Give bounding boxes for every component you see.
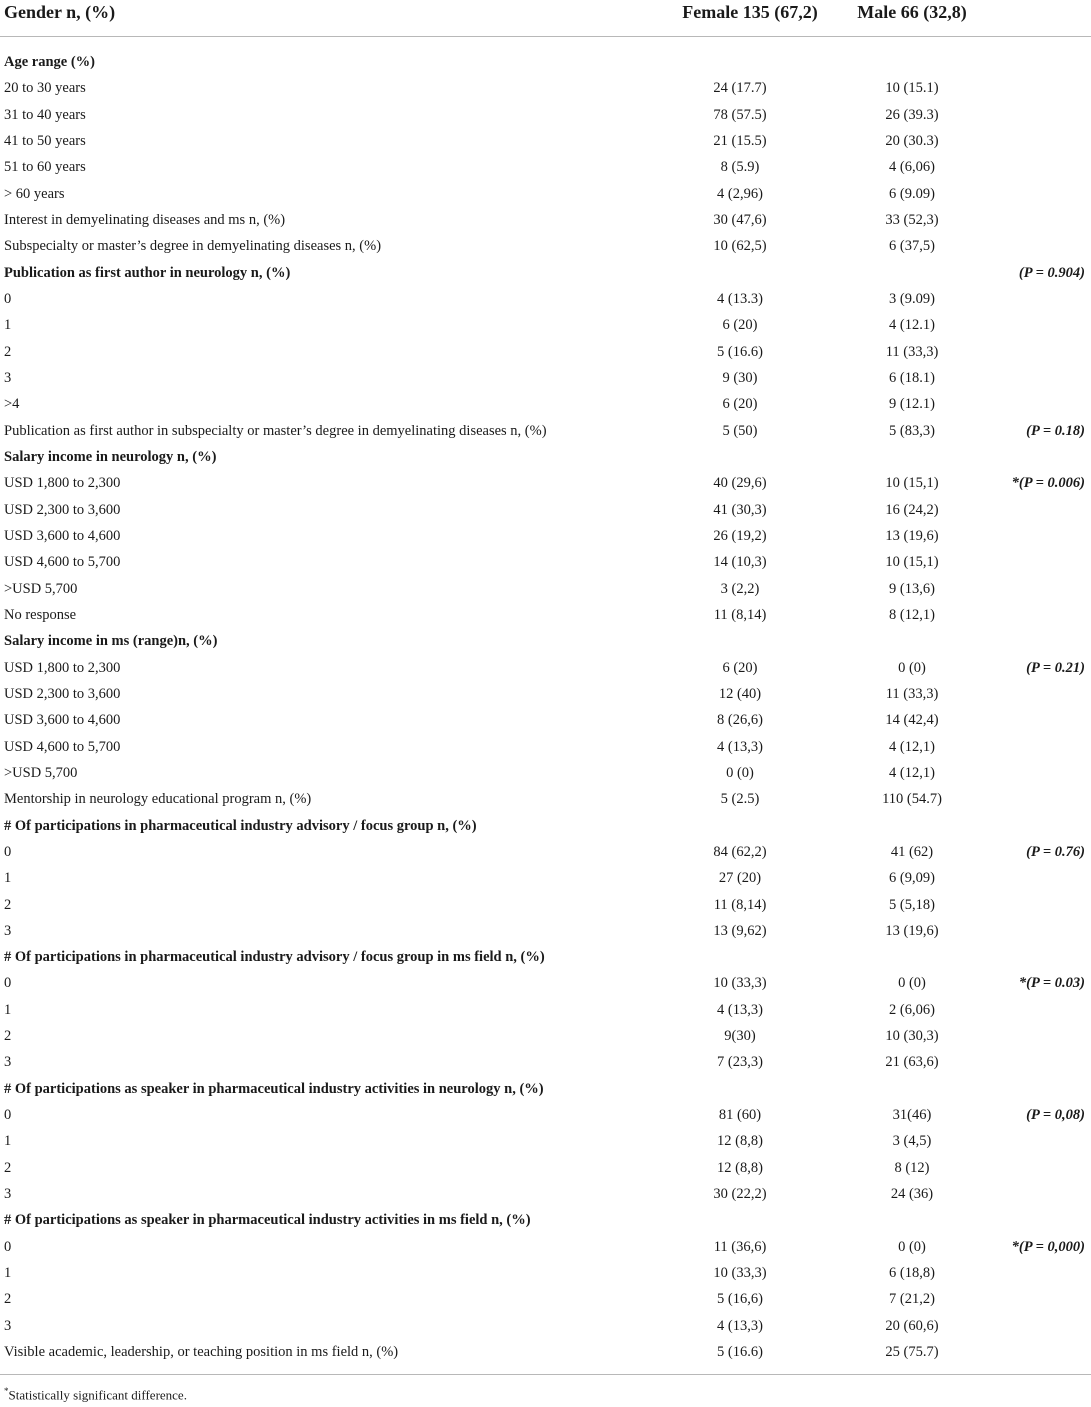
male-value: 6 (9.09) bbox=[889, 185, 935, 202]
male-value: 24 (36) bbox=[890, 1186, 934, 1203]
male-value: 7 (21,2) bbox=[889, 1291, 935, 1308]
table-row bbox=[0, 786, 1091, 812]
section-heading-row bbox=[0, 49, 1091, 75]
male-value: 4 (12,1) bbox=[889, 738, 935, 755]
male-value: 20 (60,6) bbox=[885, 1317, 939, 1334]
female-value: 5 (50) bbox=[722, 422, 758, 439]
table-row bbox=[0, 286, 1091, 312]
male-value: 11 (33,3) bbox=[885, 343, 939, 360]
row-label: 3 bbox=[4, 922, 12, 939]
row-label: Visible academic, leadership, or teaching position in ms field n, (%) bbox=[4, 1344, 399, 1361]
row-label: # Of participations in pharmaceutical industry advisory / focus group in ms field n, (%) bbox=[4, 949, 545, 966]
female-value: 26 (19,2) bbox=[713, 527, 767, 544]
male-value: 20 (30.3) bbox=[885, 132, 939, 149]
table-row bbox=[0, 918, 1091, 944]
row-label: # Of participations in pharmaceutical industry advisory / focus group n, (%) bbox=[4, 817, 477, 834]
table-row bbox=[0, 312, 1091, 338]
row-label: 0 bbox=[4, 290, 12, 307]
male-value: 13 (19,6) bbox=[885, 527, 939, 544]
header-divider bbox=[0, 36, 1091, 37]
female-value: 13 (9,62) bbox=[713, 922, 767, 939]
table-row bbox=[0, 760, 1091, 786]
male-value: 110 (54.7) bbox=[882, 791, 942, 808]
female-value: 11 (8,14) bbox=[713, 606, 767, 623]
male-value: 10 (15,1) bbox=[885, 475, 939, 492]
female-value: 4 (13,3) bbox=[717, 1001, 763, 1018]
female-value: 6 (20) bbox=[722, 317, 758, 334]
female-value: 81 (60) bbox=[718, 1107, 762, 1124]
table-row bbox=[0, 970, 1091, 996]
table-row bbox=[0, 207, 1091, 233]
table-row bbox=[0, 1313, 1091, 1339]
row-label: 0 bbox=[4, 1107, 12, 1124]
row-label: 1 bbox=[4, 1133, 12, 1150]
female-value: 5 (2.5) bbox=[720, 791, 760, 808]
table-row bbox=[0, 1023, 1091, 1049]
table-row bbox=[0, 497, 1091, 523]
table-row bbox=[0, 233, 1091, 259]
footnote-marker: * bbox=[4, 1386, 9, 1396]
male-value: 8 (12) bbox=[894, 1159, 930, 1176]
table-row bbox=[0, 418, 1091, 444]
p-value: (P = 0.18) bbox=[1026, 422, 1085, 439]
male-value: 10 (15.1) bbox=[885, 80, 939, 97]
male-value: 41 (62) bbox=[890, 843, 934, 860]
female-value: 14 (10,3) bbox=[713, 554, 767, 571]
female-value: 12 (8,8) bbox=[717, 1133, 763, 1150]
row-label: > 60 years bbox=[4, 185, 65, 202]
female-value: 10 (33,3) bbox=[713, 1265, 767, 1282]
female-value: 40 (29,6) bbox=[713, 475, 767, 492]
table-row bbox=[0, 154, 1091, 180]
row-label: Salary income in neurology n, (%) bbox=[4, 448, 217, 465]
row-label: 0 bbox=[4, 975, 12, 992]
female-value: 12 (8,8) bbox=[717, 1159, 763, 1176]
male-value: 11 (33,3) bbox=[885, 685, 939, 702]
male-value: 26 (39.3) bbox=[885, 106, 939, 123]
row-label: 3 bbox=[4, 369, 12, 386]
p-value: (P = 0.21) bbox=[1026, 659, 1085, 676]
table-row bbox=[0, 1102, 1091, 1128]
row-label: Salary income in ms (range)n, (%) bbox=[4, 633, 218, 650]
table-row bbox=[0, 523, 1091, 549]
female-value: 41 (30,3) bbox=[713, 501, 767, 518]
row-label: 1 bbox=[4, 1001, 12, 1018]
row-label: 20 to 30 years bbox=[4, 80, 86, 97]
section-heading-row bbox=[0, 944, 1091, 970]
row-label: USD 4,600 to 5,700 bbox=[4, 738, 121, 755]
male-value: 9 (13,6) bbox=[889, 580, 935, 597]
table-row bbox=[0, 1260, 1091, 1286]
male-value: 25 (75.7) bbox=[885, 1344, 939, 1361]
row-label: 2 bbox=[4, 1291, 12, 1308]
table-header bbox=[0, 0, 1091, 30]
table-row bbox=[0, 1181, 1091, 1207]
male-value: 4 (12,1) bbox=[889, 764, 935, 781]
p-value: (P = 0.76) bbox=[1026, 843, 1085, 860]
female-value: 27 (20) bbox=[718, 870, 762, 887]
row-label: 2 bbox=[4, 896, 12, 913]
female-value: 84 (62,2) bbox=[713, 843, 767, 860]
table-row bbox=[0, 681, 1091, 707]
table-row bbox=[0, 1339, 1091, 1365]
footnote-text: Statistically significant difference. bbox=[8, 1387, 187, 1403]
male-value: 5 (83,3) bbox=[889, 422, 935, 439]
female-value: 7 (23,3) bbox=[717, 1054, 763, 1071]
section-heading-row bbox=[0, 628, 1091, 654]
row-label: >USD 5,700 bbox=[4, 764, 78, 781]
female-value: 30 (22,2) bbox=[713, 1186, 767, 1203]
table-row bbox=[0, 181, 1091, 207]
female-value: 21 (15.5) bbox=[713, 132, 767, 149]
row-label: 2 bbox=[4, 343, 12, 360]
p-value: *(P = 0.03) bbox=[1018, 975, 1085, 992]
female-value: 5 (16.6) bbox=[717, 343, 763, 360]
male-value: 3 (4,5) bbox=[892, 1133, 932, 1150]
p-value: (P = 0,08) bbox=[1026, 1107, 1085, 1124]
female-value: 9(30) bbox=[724, 1028, 756, 1045]
table-row bbox=[0, 1286, 1091, 1312]
male-value: 3 (9.09) bbox=[889, 290, 935, 307]
header-gender: Gender n, (%) bbox=[4, 2, 116, 22]
male-value: 5 (5,18) bbox=[889, 896, 935, 913]
female-value: 4 (13,3) bbox=[717, 738, 763, 755]
male-value: 16 (24,2) bbox=[885, 501, 939, 518]
row-label: Age range (%) bbox=[4, 54, 96, 70]
row-label: >4 bbox=[4, 396, 20, 413]
female-value: 5 (16,6) bbox=[717, 1291, 763, 1308]
male-value: 6 (37,5) bbox=[889, 238, 935, 255]
row-label: 0 bbox=[4, 843, 12, 860]
table-row bbox=[0, 128, 1091, 154]
female-value: 24 (17.7) bbox=[713, 80, 767, 97]
row-label: # Of participations as speaker in pharmaceutical industry activities in ms field n, (%) bbox=[4, 1212, 531, 1229]
female-value: 8 (26,6) bbox=[717, 712, 763, 729]
male-value: 0 (0) bbox=[898, 975, 926, 992]
row-label: 41 to 50 years bbox=[4, 132, 86, 149]
header-female: Female 135 (67,2) bbox=[682, 2, 818, 22]
male-value: 0 (0) bbox=[898, 1238, 926, 1255]
footnote bbox=[4, 1386, 187, 1403]
row-label: Publication as first author in subspecialty or master’s degree in demyelinating diseases n, (%) bbox=[4, 422, 547, 439]
p-value: (P = 0.904) bbox=[1018, 264, 1085, 281]
table-row bbox=[0, 391, 1091, 417]
section-heading-row bbox=[0, 260, 1091, 286]
table-row bbox=[0, 734, 1091, 760]
male-value: 33 (52,3) bbox=[885, 211, 939, 228]
female-value: 3 (2,2) bbox=[720, 580, 760, 597]
row-label: 1 bbox=[4, 317, 12, 334]
female-value: 0 (0) bbox=[726, 764, 754, 781]
male-value: 8 (12,1) bbox=[889, 606, 935, 623]
section-heading-row bbox=[0, 1207, 1091, 1233]
row-label: USD 1,800 to 2,300 bbox=[4, 475, 121, 492]
male-value: 0 (0) bbox=[898, 659, 926, 676]
male-value: 31(46) bbox=[892, 1107, 932, 1124]
table-row bbox=[0, 1049, 1091, 1075]
row-label: 3 bbox=[4, 1317, 12, 1334]
female-value: 4 (13.3) bbox=[717, 290, 763, 307]
table-row bbox=[0, 707, 1091, 733]
section-heading-row bbox=[0, 1076, 1091, 1102]
table-row bbox=[0, 1234, 1091, 1260]
female-value: 10 (62,5) bbox=[713, 238, 767, 255]
female-value: 11 (8,14) bbox=[713, 896, 767, 913]
table-row bbox=[0, 102, 1091, 128]
male-value: 2 (6,06) bbox=[889, 1001, 935, 1018]
male-value: 4 (12.1) bbox=[889, 317, 935, 334]
row-label: 2 bbox=[4, 1159, 12, 1176]
table-row bbox=[0, 549, 1091, 575]
female-value: 10 (33,3) bbox=[713, 975, 767, 992]
row-label: USD 3,600 to 4,600 bbox=[4, 712, 121, 729]
male-value: 14 (42,4) bbox=[885, 712, 939, 729]
row-label: Publication as first author in neurology n, (%) bbox=[4, 264, 291, 281]
female-value: 6 (20) bbox=[722, 396, 758, 413]
row-label: 3 bbox=[4, 1186, 12, 1203]
row-label: USD 3,600 to 4,600 bbox=[4, 527, 121, 544]
table-row bbox=[0, 655, 1091, 681]
row-label: 0 bbox=[4, 1238, 12, 1255]
male-value: 6 (18.1) bbox=[889, 369, 935, 386]
section-heading-row bbox=[0, 813, 1091, 839]
male-value: 13 (19,6) bbox=[885, 922, 939, 939]
table-row bbox=[0, 339, 1091, 365]
female-value: 4 (13,3) bbox=[717, 1317, 763, 1334]
row-label: Subspecialty or master’s degree in demyelinating diseases n, (%) bbox=[4, 238, 382, 255]
table-bottom-divider bbox=[0, 1374, 1091, 1375]
male-value: 21 (63,6) bbox=[885, 1054, 939, 1071]
row-label: Mentorship in neurology educational program n, (%) bbox=[4, 791, 312, 808]
male-value: 6 (18,8) bbox=[889, 1265, 935, 1282]
male-value: 10 (15,1) bbox=[885, 554, 939, 571]
table-row bbox=[0, 892, 1091, 918]
table-row bbox=[0, 839, 1091, 865]
row-label: >USD 5,700 bbox=[4, 580, 78, 597]
table-row bbox=[0, 997, 1091, 1023]
female-value: 8 (5.9) bbox=[720, 159, 760, 176]
male-value: 10 (30,3) bbox=[885, 1028, 939, 1045]
row-label: USD 4,600 to 5,700 bbox=[4, 554, 121, 571]
section-heading-row bbox=[0, 444, 1091, 470]
female-value: 6 (20) bbox=[722, 659, 758, 676]
male-value: 9 (12.1) bbox=[889, 396, 935, 413]
row-label: # Of participations as speaker in pharmaceutical industry activities in neurology n, (%) bbox=[4, 1080, 544, 1097]
p-value: *(P = 0,000) bbox=[1011, 1238, 1085, 1255]
row-label: 3 bbox=[4, 1054, 12, 1071]
row-label: 51 to 60 years bbox=[4, 159, 86, 176]
female-value: 11 (36,6) bbox=[713, 1238, 767, 1255]
male-value: 4 (6,06) bbox=[889, 159, 935, 176]
row-label: No response bbox=[4, 606, 77, 623]
table-row bbox=[0, 602, 1091, 628]
table-row bbox=[0, 576, 1091, 602]
table-row bbox=[0, 1155, 1091, 1181]
male-value: 6 (9,09) bbox=[889, 870, 935, 887]
female-value: 12 (40) bbox=[718, 685, 762, 702]
row-label: USD 2,300 to 3,600 bbox=[4, 501, 121, 518]
row-label: USD 1,800 to 2,300 bbox=[4, 659, 121, 676]
row-label: 2 bbox=[4, 1028, 12, 1045]
table-row bbox=[0, 365, 1091, 391]
table-row bbox=[0, 470, 1091, 496]
female-value: 9 (30) bbox=[722, 369, 758, 386]
p-value: *(P = 0.006) bbox=[1011, 475, 1085, 492]
row-label: Interest in demyelinating diseases and ms n, (%) bbox=[4, 211, 286, 228]
table-row bbox=[0, 75, 1091, 101]
female-value: 78 (57.5) bbox=[713, 106, 767, 123]
row-label: USD 2,300 to 3,600 bbox=[4, 685, 121, 702]
row-label: 1 bbox=[4, 870, 12, 887]
female-value: 4 (2,96) bbox=[717, 185, 763, 202]
row-label: 1 bbox=[4, 1265, 12, 1282]
row-label: 31 to 40 years bbox=[4, 106, 86, 123]
female-value: 5 (16.6) bbox=[717, 1344, 763, 1361]
female-value: 30 (47,6) bbox=[713, 211, 767, 228]
table-row bbox=[0, 865, 1091, 891]
table-row bbox=[0, 1128, 1091, 1154]
table-body bbox=[0, 49, 1091, 1365]
header-male: Male 66 (32,8) bbox=[857, 2, 967, 22]
